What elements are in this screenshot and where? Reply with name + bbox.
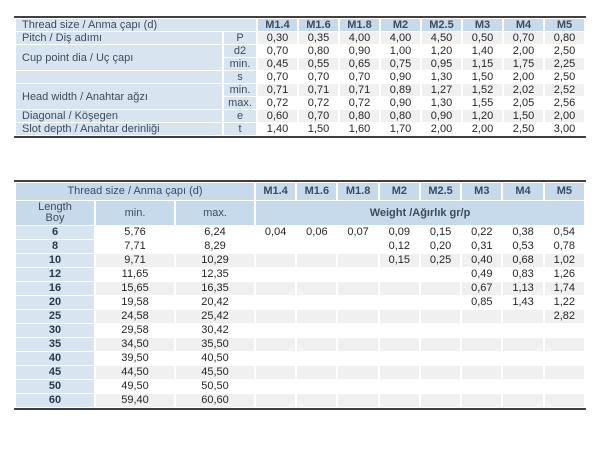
max-cell: 8,29 (204, 240, 226, 252)
min-cell: 19,58 (121, 296, 149, 308)
size-column-header: M4 (503, 183, 542, 200)
weight-cell (297, 352, 336, 365)
weight-cell: 0,40 (462, 254, 501, 267)
min-cell: 7,71 (124, 240, 146, 252)
size-column-header: M2 (381, 19, 420, 31)
value-cell: 1,75 (504, 58, 543, 70)
weight-cell (297, 394, 336, 407)
weight-cell (338, 282, 377, 295)
value-cell: 2,05 (512, 97, 535, 109)
spec-row (16, 32, 584, 44)
length-row (16, 352, 584, 365)
weight-cell (545, 366, 584, 379)
value-cell: 0,65 (340, 58, 379, 70)
value-cell: 1,40 (471, 45, 494, 57)
weight-cell (297, 282, 336, 295)
max-cell: 16,35 (176, 282, 254, 295)
value-cell: 1,70 (389, 123, 412, 135)
weight-cell (380, 380, 419, 393)
length-cell: 50 (16, 380, 94, 393)
weight-cell (545, 338, 584, 351)
max-cell: 6,24 (204, 226, 226, 238)
weight-cell (256, 324, 295, 337)
weight-cell (297, 254, 336, 267)
value-cell: 1,00 (389, 45, 412, 57)
size-column-header: M2 (380, 183, 419, 200)
value-cell: 0,90 (389, 97, 412, 109)
size-column-header: M3 (463, 19, 502, 31)
value-cell: 0,72 (307, 97, 330, 109)
weight-cell (297, 310, 336, 323)
min-cell: 44,50 (96, 366, 174, 379)
weight-cell (503, 352, 542, 365)
dimension-spec-table (14, 18, 586, 136)
length-row (16, 366, 584, 379)
value-cell: 0,90 (389, 71, 412, 83)
max-cell: 20,42 (201, 296, 229, 308)
weight-cell (256, 296, 295, 309)
spec-row (16, 71, 584, 83)
value-cell: 0,80 (381, 110, 420, 122)
weight-cell (297, 296, 336, 309)
value-cell: 1,30 (430, 97, 453, 109)
spec-row (16, 110, 584, 122)
value-cell: 0,70 (504, 32, 543, 44)
value-cell: 0,70 (266, 45, 289, 57)
weight-cell (256, 268, 295, 281)
weight-cell (462, 366, 501, 379)
symbol-cell: t (224, 123, 256, 135)
max-cell: 60,60 (176, 394, 254, 407)
value-cell: 4,00 (381, 32, 420, 44)
min-cell: 29,58 (121, 324, 149, 336)
value-cell: 0,72 (266, 97, 289, 109)
length-cell: 40 (16, 352, 94, 365)
weight-cell (503, 324, 542, 337)
weight-cell: 0,25 (421, 254, 460, 267)
value-cell: 0,89 (381, 84, 420, 96)
weight-cell (462, 380, 501, 393)
weight-cell (338, 310, 377, 323)
weight-cell: 0,09 (388, 226, 411, 238)
weight-cell (256, 282, 295, 295)
size-column-header: M1.6 (299, 19, 338, 31)
weight-cell: 0,78 (553, 240, 576, 252)
value-cell: 0,30 (258, 32, 297, 44)
weight-cell: 0,31 (471, 240, 493, 252)
weight-cell (380, 268, 419, 281)
value-cell: 0,75 (381, 58, 420, 70)
weight-cell: 2,82 (545, 310, 584, 323)
weight-cell: 1,74 (545, 282, 584, 295)
value-cell: 3,00 (553, 123, 576, 135)
value-cell: 1,40 (266, 123, 289, 135)
weight-cell (462, 324, 501, 337)
weight-cell (421, 296, 460, 309)
weight-cell: 1,22 (553, 296, 576, 308)
length-cell: 20 (16, 296, 94, 309)
weight-cell (503, 338, 542, 351)
weight-cell (503, 310, 542, 323)
weight-cell (421, 282, 460, 295)
weight-column-header: Weight /Ağırlık gr/p (256, 201, 584, 225)
value-cell: 0,72 (348, 97, 371, 109)
row-label-cell: Diagonal / Köşegen (16, 110, 222, 122)
value-cell: 1,52 (463, 84, 502, 96)
value-cell: 0,80 (307, 45, 330, 57)
weight-cell (297, 268, 336, 281)
length-cell: 35 (16, 338, 94, 351)
value-cell: 0,71 (258, 84, 297, 96)
weight-cell (256, 380, 295, 393)
weight-table-wrapper (14, 180, 586, 410)
spec-row (16, 123, 584, 135)
symbol-cell: min. (224, 84, 256, 96)
length-label-en: Length (38, 201, 72, 213)
weight-cell: 0,85 (471, 296, 493, 308)
value-cell: 4,50 (422, 32, 461, 44)
min-column-header: min. (96, 201, 174, 225)
weight-cell: 0,68 (503, 254, 542, 267)
size-column-header: M1.8 (338, 183, 377, 200)
value-cell: 0,95 (422, 58, 461, 70)
min-cell: 39,50 (121, 352, 149, 364)
weight-cell: 1,13 (503, 282, 542, 295)
max-cell: 25,42 (176, 310, 254, 323)
value-cell: 0,35 (299, 32, 338, 44)
max-cell: 10,29 (176, 254, 254, 267)
value-cell: 1,60 (348, 123, 371, 135)
weight-cell (380, 282, 419, 295)
value-cell: 2,50 (553, 71, 576, 83)
weight-cell (338, 338, 377, 351)
weight-cell: 0,22 (471, 226, 493, 238)
row-label-cell: Cup point dia / Uç çapı (16, 45, 222, 70)
weight-cell (338, 240, 377, 253)
value-cell: 1,15 (463, 58, 502, 70)
size-column-header: M1.4 (258, 19, 297, 31)
length-cell: 8 (16, 240, 94, 253)
weight-cell (338, 380, 377, 393)
weight-cell (421, 394, 460, 407)
weight-cell (338, 296, 377, 309)
weight-cell: 1,43 (512, 296, 534, 308)
weight-cell (338, 352, 377, 365)
length-weight-table (14, 182, 586, 408)
weight-cell: 0,54 (553, 226, 576, 238)
length-cell: 30 (16, 324, 94, 337)
size-column-header: M4 (504, 19, 543, 31)
weight-cell: 0,12 (388, 240, 411, 252)
weight-cell: 1,26 (553, 268, 576, 280)
symbol-cell: e (224, 110, 256, 122)
weight-cell: 0,67 (462, 282, 501, 295)
dimension-table-body (16, 19, 584, 135)
length-cell: 45 (16, 366, 94, 379)
spec-row (16, 45, 584, 57)
size-column-header: M1.4 (256, 183, 295, 200)
weight-cell (338, 254, 377, 267)
value-cell: 2,25 (545, 58, 584, 70)
value-cell: 0,45 (258, 58, 297, 70)
length-row (16, 310, 584, 323)
weight-cell (380, 394, 419, 407)
weight-header-row (16, 183, 584, 200)
max-cell: 40,50 (201, 352, 229, 364)
max-column-header: max. (176, 201, 254, 225)
size-column-header: M2.5 (422, 19, 461, 31)
spec-row (16, 84, 584, 96)
size-column-header: M1.6 (297, 183, 336, 200)
weight-cell: 0,83 (512, 268, 534, 280)
row-label-cell: Slot depth / Anahtar derinliği (16, 123, 222, 135)
weight-cell (380, 324, 419, 337)
weight-cell (256, 240, 295, 253)
length-cell: 16 (16, 282, 94, 295)
weight-cell (380, 352, 419, 365)
weight-cell (421, 310, 460, 323)
spec-header-row (16, 19, 584, 31)
weight-cell (380, 310, 419, 323)
value-cell: 1,20 (463, 110, 502, 122)
value-cell: 0,70 (307, 71, 330, 83)
min-cell: 24,58 (96, 310, 174, 323)
weight-cell (380, 366, 419, 379)
row-label-cell: Head width / Anahtar ağzı (16, 84, 222, 109)
weight-cell (421, 352, 460, 365)
value-cell: 0,60 (258, 110, 297, 122)
weight-cell: 0,38 (512, 226, 534, 238)
min-cell: 11,65 (121, 268, 149, 280)
length-row (16, 282, 584, 295)
min-cell: 49,50 (121, 380, 149, 392)
value-cell: 2,00 (512, 71, 535, 83)
weight-cell (462, 310, 501, 323)
min-cell: 5,76 (124, 226, 146, 238)
value-cell: 2,00 (471, 123, 494, 135)
size-column-header: M2.5 (421, 183, 460, 200)
value-cell: 1,50 (471, 71, 494, 83)
length-row (16, 226, 584, 239)
weight-cell (421, 380, 460, 393)
weight-cell: 0,49 (471, 268, 493, 280)
length-row (16, 254, 584, 267)
value-cell: 2,00 (545, 110, 584, 122)
weight-cell (421, 338, 460, 351)
symbol-cell: min. (224, 58, 256, 70)
weight-cell: 0,15 (429, 226, 452, 238)
weight-cell (297, 324, 336, 337)
weight-cell (421, 268, 460, 281)
length-row (16, 338, 584, 351)
value-cell: 2,00 (430, 123, 453, 135)
weight-cell (503, 380, 542, 393)
weight-cell (338, 366, 377, 379)
value-cell: 0,80 (340, 110, 379, 122)
weight-cell (545, 352, 584, 365)
row-label-cell: Pitch / Diş adımı (16, 32, 222, 44)
weight-cell (545, 380, 584, 393)
length-cell: 60 (16, 394, 94, 407)
symbol-cell: max. (224, 97, 256, 109)
weight-cell: 0,06 (306, 226, 328, 238)
weight-cell (503, 366, 542, 379)
value-cell: 1,55 (471, 97, 494, 109)
weight-cell (338, 324, 377, 337)
value-cell: 2,52 (545, 84, 584, 96)
size-column-header: M3 (462, 183, 501, 200)
length-row (16, 380, 584, 393)
value-cell: 0,70 (299, 110, 338, 122)
symbol-cell: P (224, 32, 256, 44)
weight-cell (338, 268, 377, 281)
weight-cell (256, 338, 295, 351)
length-cell: 10 (16, 254, 94, 267)
value-cell: 1,50 (307, 123, 330, 135)
weight-cell (421, 366, 460, 379)
value-cell: 0,71 (299, 84, 338, 96)
max-cell: 12,35 (201, 268, 229, 280)
length-cell: 12 (16, 268, 94, 281)
weight-cell (380, 296, 419, 309)
value-cell: 2,02 (504, 84, 543, 96)
value-cell: 0,90 (422, 110, 461, 122)
weight-cell (545, 324, 584, 337)
weight-cell (503, 394, 542, 407)
length-column-header (16, 201, 94, 225)
weight-cell: 1,02 (545, 254, 584, 267)
weight-cell (256, 366, 295, 379)
weight-cell (380, 338, 419, 351)
weight-cell (297, 240, 336, 253)
length-label-tr: Boy (45, 212, 65, 224)
size-column-header: M1.8 (340, 19, 379, 31)
value-cell: 0,70 (348, 71, 371, 83)
value-cell: 1,20 (430, 45, 453, 57)
length-row (16, 296, 584, 309)
min-cell: 9,71 (96, 254, 174, 267)
weight-cell (462, 394, 501, 407)
weight-cell (297, 366, 336, 379)
value-cell: 2,56 (553, 97, 576, 109)
length-row (16, 394, 584, 407)
symbol-cell: s (224, 71, 256, 83)
value-cell: 0,55 (299, 58, 338, 70)
weight-subheader-row (16, 201, 584, 225)
weight-cell (256, 352, 295, 365)
length-cell: 6 (16, 226, 94, 239)
weight-cell: 0,20 (429, 240, 452, 252)
weight-cell: 0,04 (264, 226, 287, 238)
weight-cell: 0,53 (512, 240, 534, 252)
max-cell: 45,50 (176, 366, 254, 379)
value-cell: 1,30 (430, 71, 453, 83)
row-label-cell (16, 71, 222, 83)
value-cell: 1,50 (504, 110, 543, 122)
max-cell: 30,42 (201, 324, 229, 336)
length-row (16, 268, 584, 281)
value-cell: 1,27 (422, 84, 461, 96)
weight-cell (297, 338, 336, 351)
weight-cell: 0,15 (380, 254, 419, 267)
length-cell: 25 (16, 310, 94, 323)
weight-cell (297, 380, 336, 393)
value-cell: 0,90 (348, 45, 371, 57)
weight-cell (256, 310, 295, 323)
value-cell: 0,50 (463, 32, 502, 44)
thread-size-header-cell: Thread size / Anma çapı (d) (16, 19, 256, 31)
value-cell: 4,00 (340, 32, 379, 44)
weight-cell (462, 338, 501, 351)
weight-cell (545, 394, 584, 407)
value-cell: 0,80 (545, 32, 584, 44)
weight-cell (338, 394, 377, 407)
value-cell: 2,50 (553, 45, 576, 57)
min-cell: 34,50 (96, 338, 174, 351)
size-column-header: M5 (545, 19, 584, 31)
weight-cell (256, 254, 295, 267)
max-cell: 35,50 (176, 338, 254, 351)
length-row (16, 240, 584, 253)
thread-size-header-cell: Thread size / Anma çapı (d) (16, 183, 254, 200)
size-column-header: M5 (545, 183, 584, 200)
min-cell: 15,65 (96, 282, 174, 295)
weight-cell (256, 394, 295, 407)
value-cell: 0,71 (340, 84, 379, 96)
value-cell: 2,50 (512, 123, 535, 135)
value-cell: 2,00 (512, 45, 535, 57)
min-cell: 59,40 (96, 394, 174, 407)
value-cell: 0,70 (266, 71, 289, 83)
weight-cell: 0,07 (347, 226, 369, 238)
length-row (16, 324, 584, 337)
weight-cell (421, 324, 460, 337)
weight-cell (462, 352, 501, 365)
dimension-table-wrapper (14, 16, 586, 138)
max-cell: 50,50 (201, 380, 229, 392)
weight-table-body (16, 183, 584, 407)
symbol-cell: d2 (224, 45, 256, 57)
